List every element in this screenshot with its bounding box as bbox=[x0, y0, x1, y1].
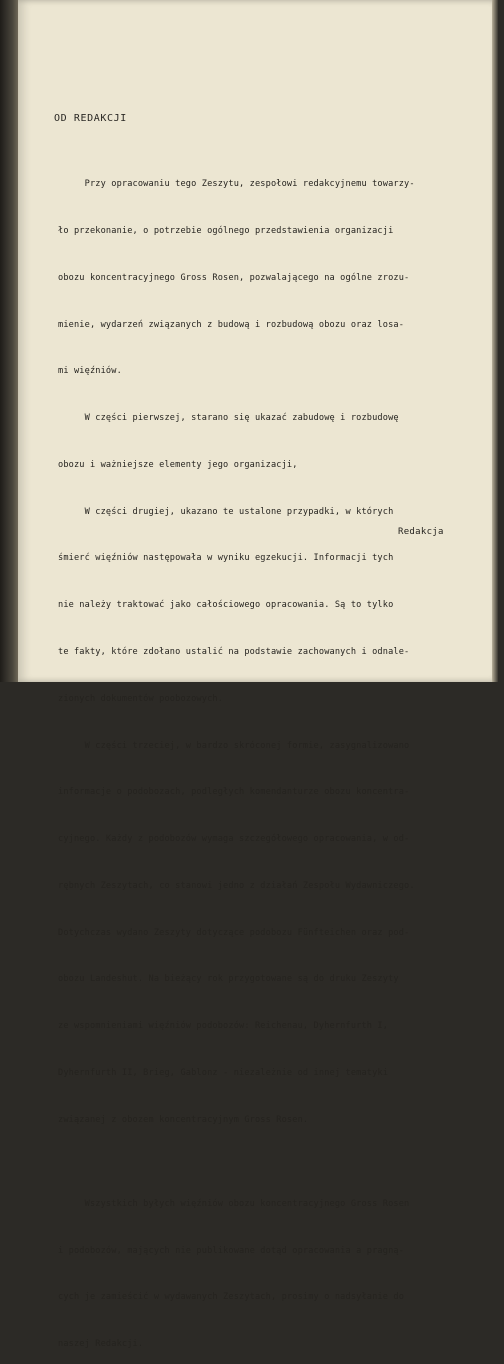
text-line: nie należy traktować jako całościowego opracowania. Są to tylko bbox=[58, 600, 394, 611]
text-line: zionych dokumentów poobozowych. bbox=[58, 693, 224, 704]
text-line: ło przekonanie, o potrzebie ogólnego przedstawienia organizacji bbox=[58, 225, 394, 236]
text-line: mi więźniów. bbox=[58, 366, 122, 377]
text-line: obozu i ważniejsze elementy jego organizacji, bbox=[58, 459, 298, 470]
text-line: obozu Landeshut. Na bieżący rok przygotowane są do druku Zeszyty bbox=[58, 974, 399, 985]
text-line: cych je zamieścić w wydawanych Zeszytach, prosimy o nadsyłanie do bbox=[58, 1292, 405, 1303]
page-edge bbox=[492, 0, 498, 682]
text-line: i podobozów, mających nie publikowane dotąd opracowania a pragną- bbox=[58, 1245, 405, 1256]
signature: Redakcja bbox=[398, 527, 444, 537]
text-line: cyjnego. Każdy z podobozów wymaga szczegółowego opracowania, w od- bbox=[58, 834, 410, 845]
text-line: naszej Redakcji. bbox=[58, 1339, 144, 1350]
text-line: ze wspomnieniami więźniów podobozów: Reichenau, Dyhernfurth I, bbox=[58, 1021, 389, 1032]
text-line: mienie, wydarzeń związanych z budową i rozbudową obozu oraz losa- bbox=[58, 319, 405, 330]
text-line: informacje o podobozach, podległych komendanturze obozu koncentra- bbox=[58, 787, 410, 798]
text-line: W części trzeciej, w bardzo skróconej formie, zasygnalizowano bbox=[58, 740, 410, 751]
text-line: Dyhernfurth II, Brieg, Gablonz - niezależnie od innej tematyki bbox=[58, 1068, 389, 1079]
paragraph-gap bbox=[58, 1160, 448, 1166]
text-line: obozu koncentracyjnego Gross Rosen, pozwalającego na ogólne zrozu- bbox=[58, 272, 410, 283]
text-line: Dotychczas wydano Zeszyty dotyczące podobozu Fünfteichen oraz pod- bbox=[58, 927, 410, 938]
text-line: związanej z obozem koncentracyjnym Gross Rosen. bbox=[58, 1114, 309, 1125]
text-line: Wszystkich byłych więźniów obozu koncentracyjnego Gross Rosen bbox=[58, 1198, 410, 1209]
book-gutter bbox=[0, 0, 18, 682]
text-line: te fakty, które zdołano ustalić na podstawie zachowanych i odnale- bbox=[58, 647, 410, 657]
text-line: rębnych Zeszytach, co stanowi jedno z działań Zespołu Wydawniczego. bbox=[58, 880, 415, 891]
body-text bbox=[58, 146, 448, 1364]
text-line: Przy opracowaniu tego Zeszytu, zespołowi redakcyjnemu towarzy- bbox=[58, 179, 415, 190]
text-line: W części pierwszej, starano się ukazać zabudowę i rozbudowę bbox=[58, 413, 399, 424]
text-line: W części drugiej, ukazano te ustalone przypadki, w których bbox=[58, 506, 394, 517]
text-line: śmierć więźniów następowała w wyniku egzekucji. Informacji tych bbox=[58, 553, 394, 564]
section-heading: OD REDAKCJI bbox=[54, 113, 127, 124]
